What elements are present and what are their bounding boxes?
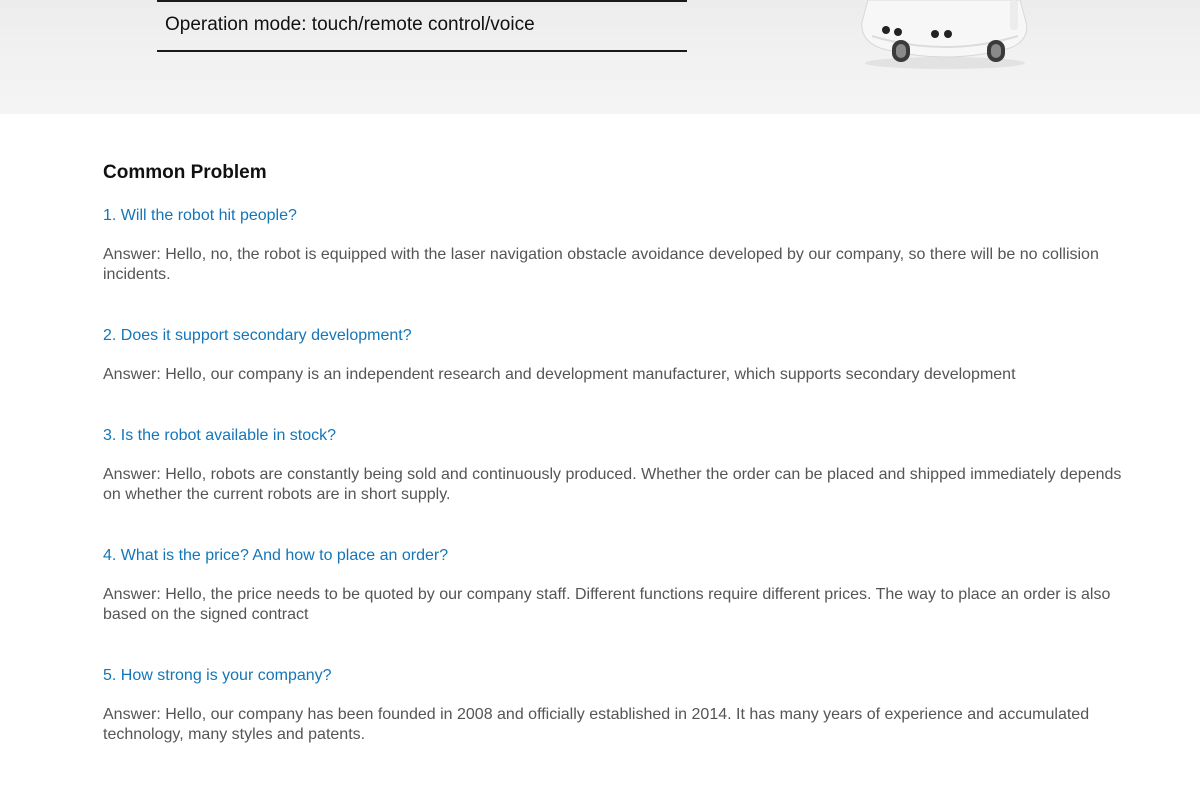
spec-divider-bottom	[157, 50, 687, 52]
faq-question: 3. Is the robot available in stock?	[103, 427, 337, 444]
faq-question: 5. How strong is your company?	[103, 667, 332, 684]
faq-item	[103, 425, 1143, 505]
faq-answer: Answer: Hello, our company is an independent research and development manufacturer, which supports secondary development	[103, 366, 1016, 383]
robot-image	[850, 0, 1040, 70]
faq-question: 2. Does it support secondary development?	[103, 327, 412, 344]
product-banner	[0, 0, 1200, 114]
faq-item	[103, 205, 1143, 285]
faq-section	[103, 160, 1143, 743]
faq-item	[103, 545, 1143, 625]
faq-answer: Answer: Hello, robots are constantly being sold and continuously produced. Whether the order can be placed and shipped immediately depends on whether the current robots are in short supply.	[103, 466, 1122, 503]
faq-item	[103, 665, 1143, 745]
faq-title: Common Problem	[103, 162, 267, 183]
spec-divider-top	[157, 0, 687, 2]
faq-answer: Answer: Hello, no, the robot is equipped with the laser navigation obstacle avoidance developed by our company, so there will be no collision incidents.	[103, 246, 1099, 283]
operation-mode-spec: Operation mode: touch/remote control/voice	[165, 14, 535, 35]
faq-question: 4. What is the price? And how to place an order?	[103, 547, 449, 564]
faq-answer: Answer: Hello, our company has been founded in 2008 and officially established in 2014. It has many years of experience and accumulated technology, many styles and patents.	[103, 706, 1090, 743]
faq-answer: Answer: Hello, the price needs to be quoted by our company staff. Different functions require different prices. The way to place an order is also based on the signed contract	[103, 586, 1111, 623]
faq-question: 1. Will the robot hit people?	[103, 207, 297, 224]
faq-item	[103, 325, 1143, 385]
